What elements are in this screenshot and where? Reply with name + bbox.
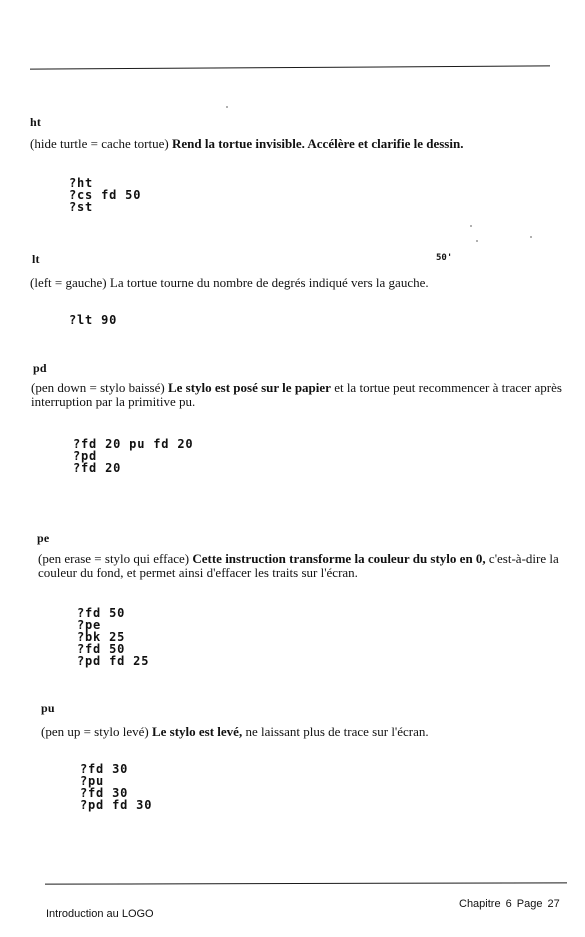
code-line: ?ht: [69, 176, 94, 190]
code-line: ?pd: [73, 449, 98, 463]
desc-pd: (pen down = stylo baissé) Le stylo est posé sur le papier et la tortue peut recommencer à tracer après interruption par la primitive pu.: [31, 380, 562, 409]
code-line: ?fd 20: [73, 461, 122, 475]
code-line: ?pd fd 30: [80, 798, 153, 812]
desc-lt: (left = gauche) La tortue tourne du nombre de degrés indiqué vers la gauche.: [30, 275, 429, 290]
scan-speck: [530, 236, 532, 238]
code-line: ?cs fd 50: [69, 188, 142, 202]
code-line: ?fd 50: [77, 606, 126, 620]
scan-speck: [226, 106, 228, 108]
code-line: ?lt 90: [69, 313, 118, 327]
code-line: ?fd 30: [80, 762, 129, 776]
book-title: Introduction au LOGO: [46, 908, 154, 920]
term-ht: ht: [30, 115, 42, 129]
code-pd: [73, 438, 193, 474]
term-pe: pe: [37, 531, 50, 545]
code-line: ?fd 30: [80, 786, 129, 800]
code-line: ?st: [69, 200, 94, 214]
code-pu: [80, 763, 152, 811]
code-pe: [77, 607, 149, 667]
code-line: ?pd fd 25: [77, 654, 150, 668]
desc-pe: (pen erase = stylo qui efface) Cette instruction transforme la couleur du stylo en 0, c'est-à-dire la couleur du fond, et permet ainsi d'effacer les traits sur l'écran.: [38, 551, 559, 580]
code-line: ?pe: [77, 618, 102, 632]
code-line: ?bk 25: [77, 630, 126, 644]
desc-ht: (hide turtle = cache tortue) Rend la tortue invisible. Accélère et clarifie le dessin.: [30, 136, 464, 151]
code-ht: [69, 177, 141, 213]
term-pd: pd: [33, 361, 47, 375]
term-lt: lt: [32, 252, 40, 266]
desc-pu: (pen up = stylo levé) Le stylo est levé, ne laissant plus de trace sur l'écran.: [41, 724, 429, 739]
scan-speck: [470, 225, 472, 227]
code-lt: [69, 314, 117, 326]
code-line: ?fd 50: [77, 642, 126, 656]
code-line: ?fd 20 pu fd 20: [73, 437, 194, 451]
code-line: ?pu: [80, 774, 105, 788]
stray-mark: 50': [436, 253, 453, 263]
scan-speck: [476, 240, 478, 242]
top-rule: [30, 65, 550, 69]
chapter-page: Chapitre 6 Page 27: [459, 898, 560, 910]
term-pu: pu: [41, 701, 55, 715]
bottom-rule: [45, 882, 567, 884]
